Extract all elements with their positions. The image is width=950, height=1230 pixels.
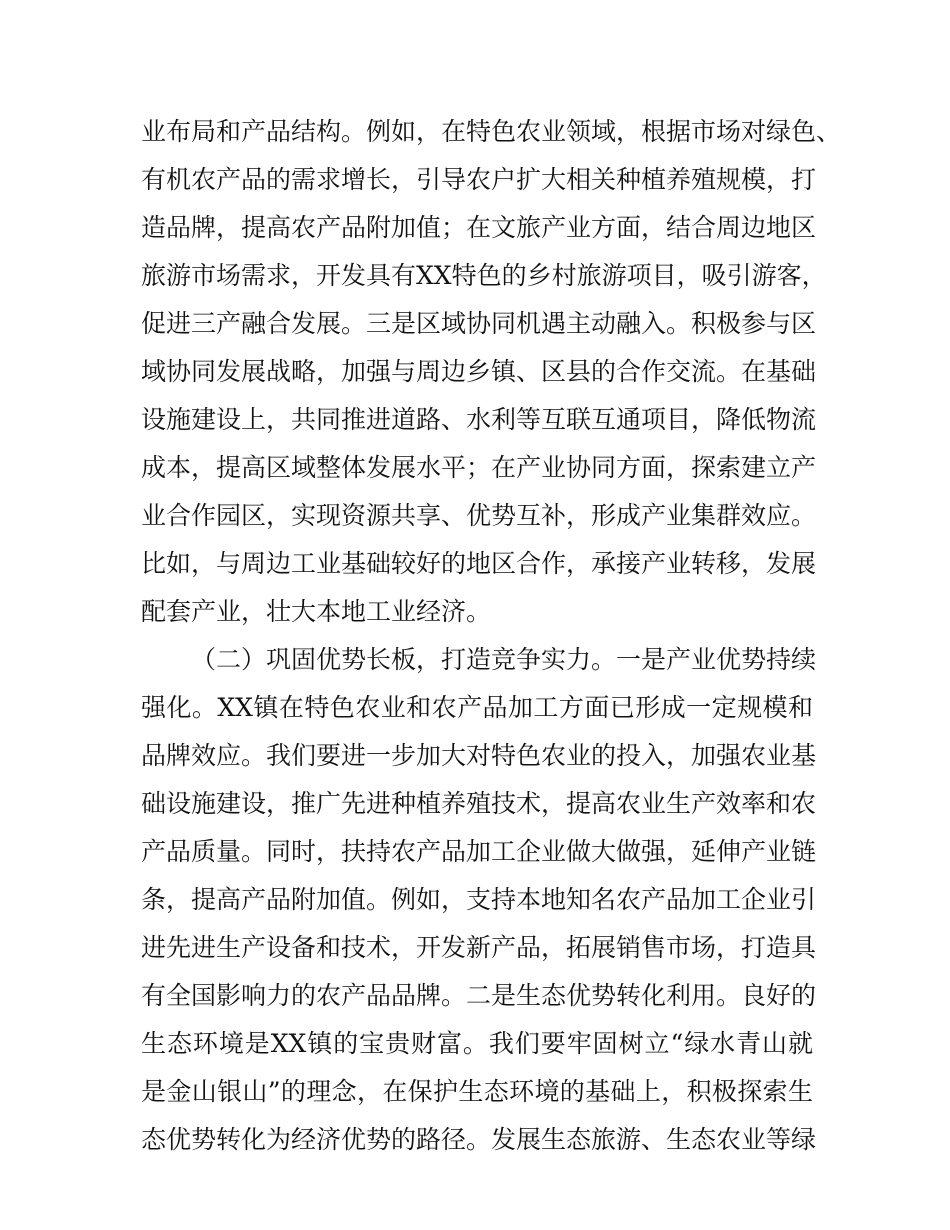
- text-line: 促进三产融合发展。三是区域协同机遇主动融入。积极参与区: [141, 309, 817, 338]
- text-line: 产品质量。同时，扶持农产品加工企业做大做强，延伸产业链: [141, 837, 817, 866]
- text-line: 态优势转化为经济优势的路径。发展生态旅游、生态农业等绿: [141, 1125, 817, 1154]
- text-line: 设施建设上，共同推进道路、水利等互联互通项目，降低物流: [141, 405, 817, 434]
- text-line: 旅游市场需求，开发具有XX特色的乡村旅游项目，吸引游客，: [141, 261, 827, 290]
- text-line: 生态环境是XX镇的宝贵财富。我们要牢固树立“绿水青山就: [141, 1029, 813, 1058]
- text-line: 础设施建设，推广先进种植养殖技术，提高农业生产效率和农: [141, 789, 817, 818]
- text-line: 有全国影响力的农产品品牌。二是生态优势转化利用。良好的: [141, 981, 817, 1010]
- text-line: 品牌效应。我们要进一步加大对特色农业的投入，加强农业基: [141, 741, 817, 770]
- text-line: 有机农产品的需求增长，引导农户扩大相关种植养殖规模，打: [141, 165, 817, 194]
- text-line: 配套产业，壮大本地工业经济。: [141, 597, 492, 626]
- text-line: 业布局和产品结构。例如，在特色农业领域，根据市场对绿色、: [141, 117, 842, 146]
- text-line: 造品牌，提高农产品附加值；在文旅产业方面，结合周边地区: [141, 213, 817, 242]
- text-line: 成本，提高区域整体发展水平；在产业协同方面，探索建立产: [141, 453, 817, 482]
- text-line: 业合作园区，实现资源共享、优势互补，形成产业集群效应。: [141, 501, 817, 530]
- text-line: 比如，与周边工业基础较好的地区合作，承接产业转移，发展: [141, 549, 817, 578]
- text-line: 条，提高产品附加值。例如，支持本地知名农产品加工企业引: [141, 885, 817, 914]
- text-line: 是金山银山”的理念，在保护生态环境的基础上，积极探索生: [141, 1077, 813, 1106]
- text-line: 域协同发展战略，加强与周边乡镇、区县的合作交流。在基础: [141, 357, 817, 386]
- text-line: （二）巩固优势长板，打造竞争实力。一是产业优势持续: [191, 645, 817, 674]
- text-line: 强化。XX镇在特色农业和农产品加工方面已形成一定规模和: [141, 693, 813, 722]
- text-line: 进先进生产设备和技术，开发新产品，拓展销售市场，打造具: [141, 933, 817, 962]
